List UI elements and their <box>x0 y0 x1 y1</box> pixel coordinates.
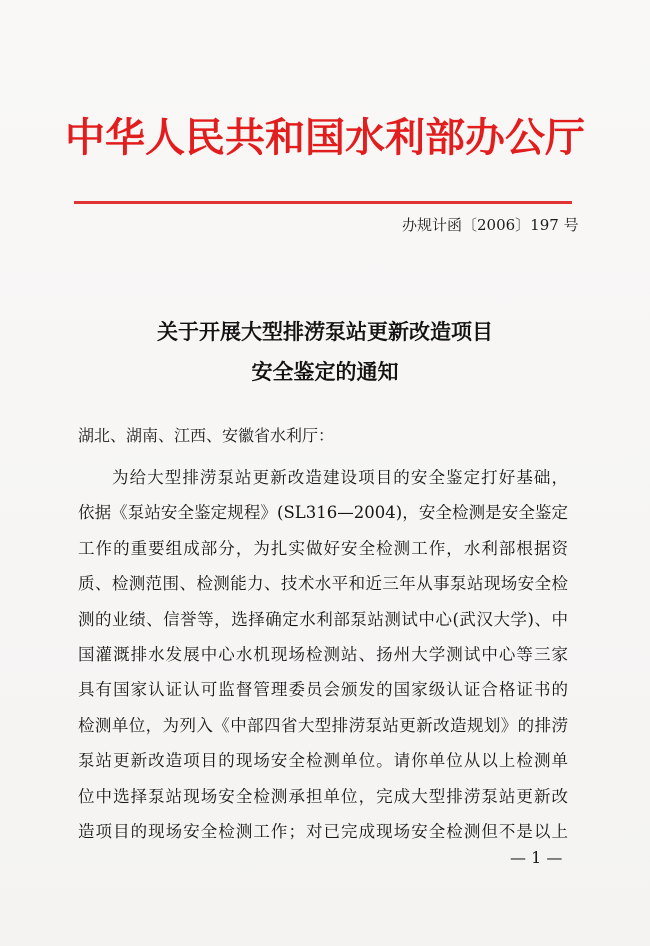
issuer-header: 中华人民共和国水利部办公厅 <box>65 114 585 161</box>
document-title-line-1: 关于开展大型排涝泵站更新改造项目 <box>157 319 493 344</box>
body-line: 位中选择泵站现场安全检测承担单位，完成大型排涝泵站更新改 <box>78 787 568 806</box>
body-line: 检测单位，为列入《中部四省大型排涝泵站更新改造规划》的排涝 <box>78 716 568 735</box>
body-line: 造项目的现场安全检测工作；对已完成现场安全检测但不是以上 <box>78 822 568 841</box>
body-line: 泵站更新改造项目的现场安全检测单位。请你单位从以上检测单 <box>78 751 568 770</box>
body-line: 工作的重要组成部分，为扎实做好安全检测工作，水利部根据资 <box>78 539 568 558</box>
page-number: — 1 — <box>510 848 563 867</box>
body-line: 依据《泵站安全鉴定规程》(SL316—2004)，安全检测是安全鉴定 <box>78 503 568 522</box>
document-title <box>0 312 650 392</box>
body-line: 国灌溉排水发展中心水机现场检测站、扬州大学测试中心等三家 <box>78 645 568 664</box>
body-line: 为给大型排涝泵站更新改造建设项目的安全鉴定打好基础， <box>112 468 568 487</box>
body-line: 具有国家认证认可监督管理委员会颁发的国家级认证合格证书的 <box>78 680 568 699</box>
addressee: 湖北、湖南、江西、安徽省水利厅： <box>78 426 335 445</box>
body-line: 质、检测范围、检测能力、技术水平和近三年从事泵站现场安全检 <box>78 574 568 593</box>
document-title-line-2: 安全鉴定的通知 <box>251 359 399 384</box>
document-number: 办规计函〔2006〕197 号 <box>402 216 579 234</box>
red-separator-line <box>74 201 572 204</box>
body-line: 测的业绩、信誉等，选择确定水利部泵站测试中心(武汉大学)、中 <box>78 610 568 629</box>
